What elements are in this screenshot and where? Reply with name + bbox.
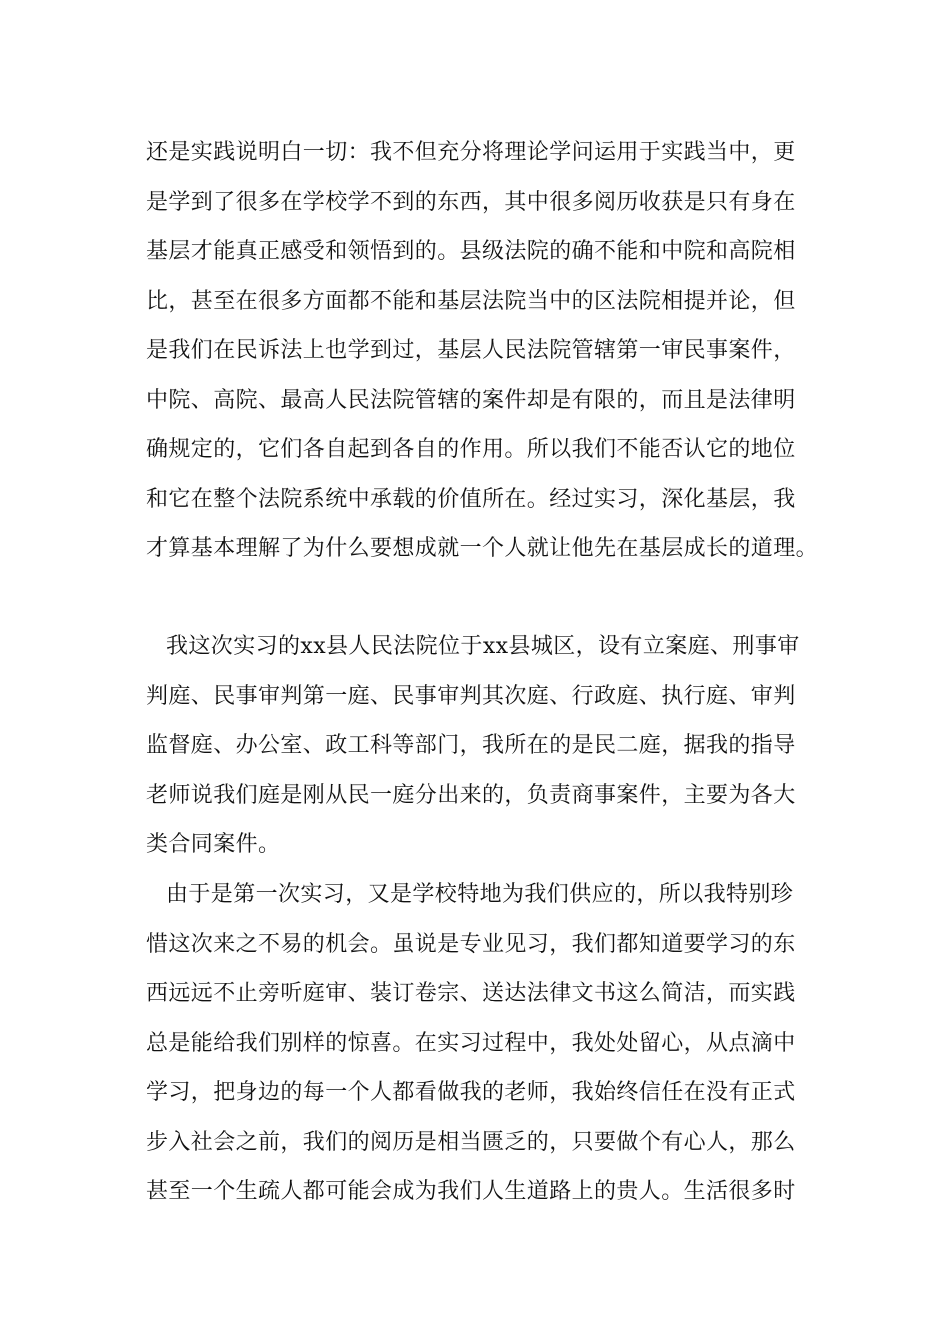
text-line: 才算基本理解了为什么要想成就一个人就让他先在基层成长的道理。: [146, 536, 819, 561]
text-line: 比，甚至在很多方面都不能和基层法院当中的区法院相提并论，但: [146, 288, 796, 314]
text-line: 和它在整个法院系统中承载的价值所在。经过实习，深化基层，我: [146, 486, 796, 512]
text-line: 惜这次来之不易的机会。虽说是专业见习，我们都知道要学习的东: [146, 931, 796, 957]
text-line: 我这次实习的xx县人民法院位于xx县城区，设有立案庭、刑事审: [166, 634, 800, 659]
text-line: 确规定的，它们各自起到各自的作用。所以我们不能否认它的地位: [146, 437, 796, 462]
text-line: 还是实践说明白一切：我不但充分将理论学问运用于实践当中，更: [146, 140, 796, 165]
text-line: 是学到了很多在学校学不到的东西，其中很多阅历收获是只有身在: [146, 189, 796, 215]
text-line: 判庭、民事审判第一庭、民事审判其次庭、行政庭、执行庭、审判: [146, 683, 796, 709]
text-line: 老师说我们庭是刚从民一庭分出来的，负责商事案件，主要为各大: [146, 782, 796, 808]
text-line: 步入社会之前，我们的阅历是相当匮乏的，只要做个有心人，那么: [146, 1129, 796, 1155]
paragraph-1: [146, 128, 826, 574]
text-line: 学习，把身边的每一个人都看做我的老师，我始终信任在没有正式: [146, 1080, 796, 1105]
text-line: 监督庭、办公室、政工科等部门，我所在的是民二庭，据我的指导: [146, 733, 796, 758]
text-line: 是我们在民诉法上也学到过，基层人民法院管辖第一审民事案件，: [146, 338, 796, 363]
text-line: 总是能给我们别样的惊喜。在实习过程中，我处处留心，从点滴中: [146, 1030, 796, 1056]
text-line: 西远远不止旁听庭审、装订卷宗、送达法律文书这么简洁，而实践: [146, 981, 796, 1006]
paragraph-2: [146, 622, 826, 870]
text-line: 基层才能真正感受和领悟到的。县级法院的确不能和中院和高院相: [146, 239, 796, 264]
text-line: 甚至一个生疏人都可能会成为我们人生道路上的贵人。生活很多时: [146, 1179, 796, 1204]
text-line: 中院、高院、最高人民法院管辖的案件却是有限的，而且是法律明: [146, 387, 796, 413]
text-line: 由于是第一次实习，又是学校特地为我们供应的，所以我特别珍: [166, 882, 794, 907]
text-line: 类合同案件。: [146, 832, 281, 857]
paragraph-3: [146, 870, 826, 1217]
